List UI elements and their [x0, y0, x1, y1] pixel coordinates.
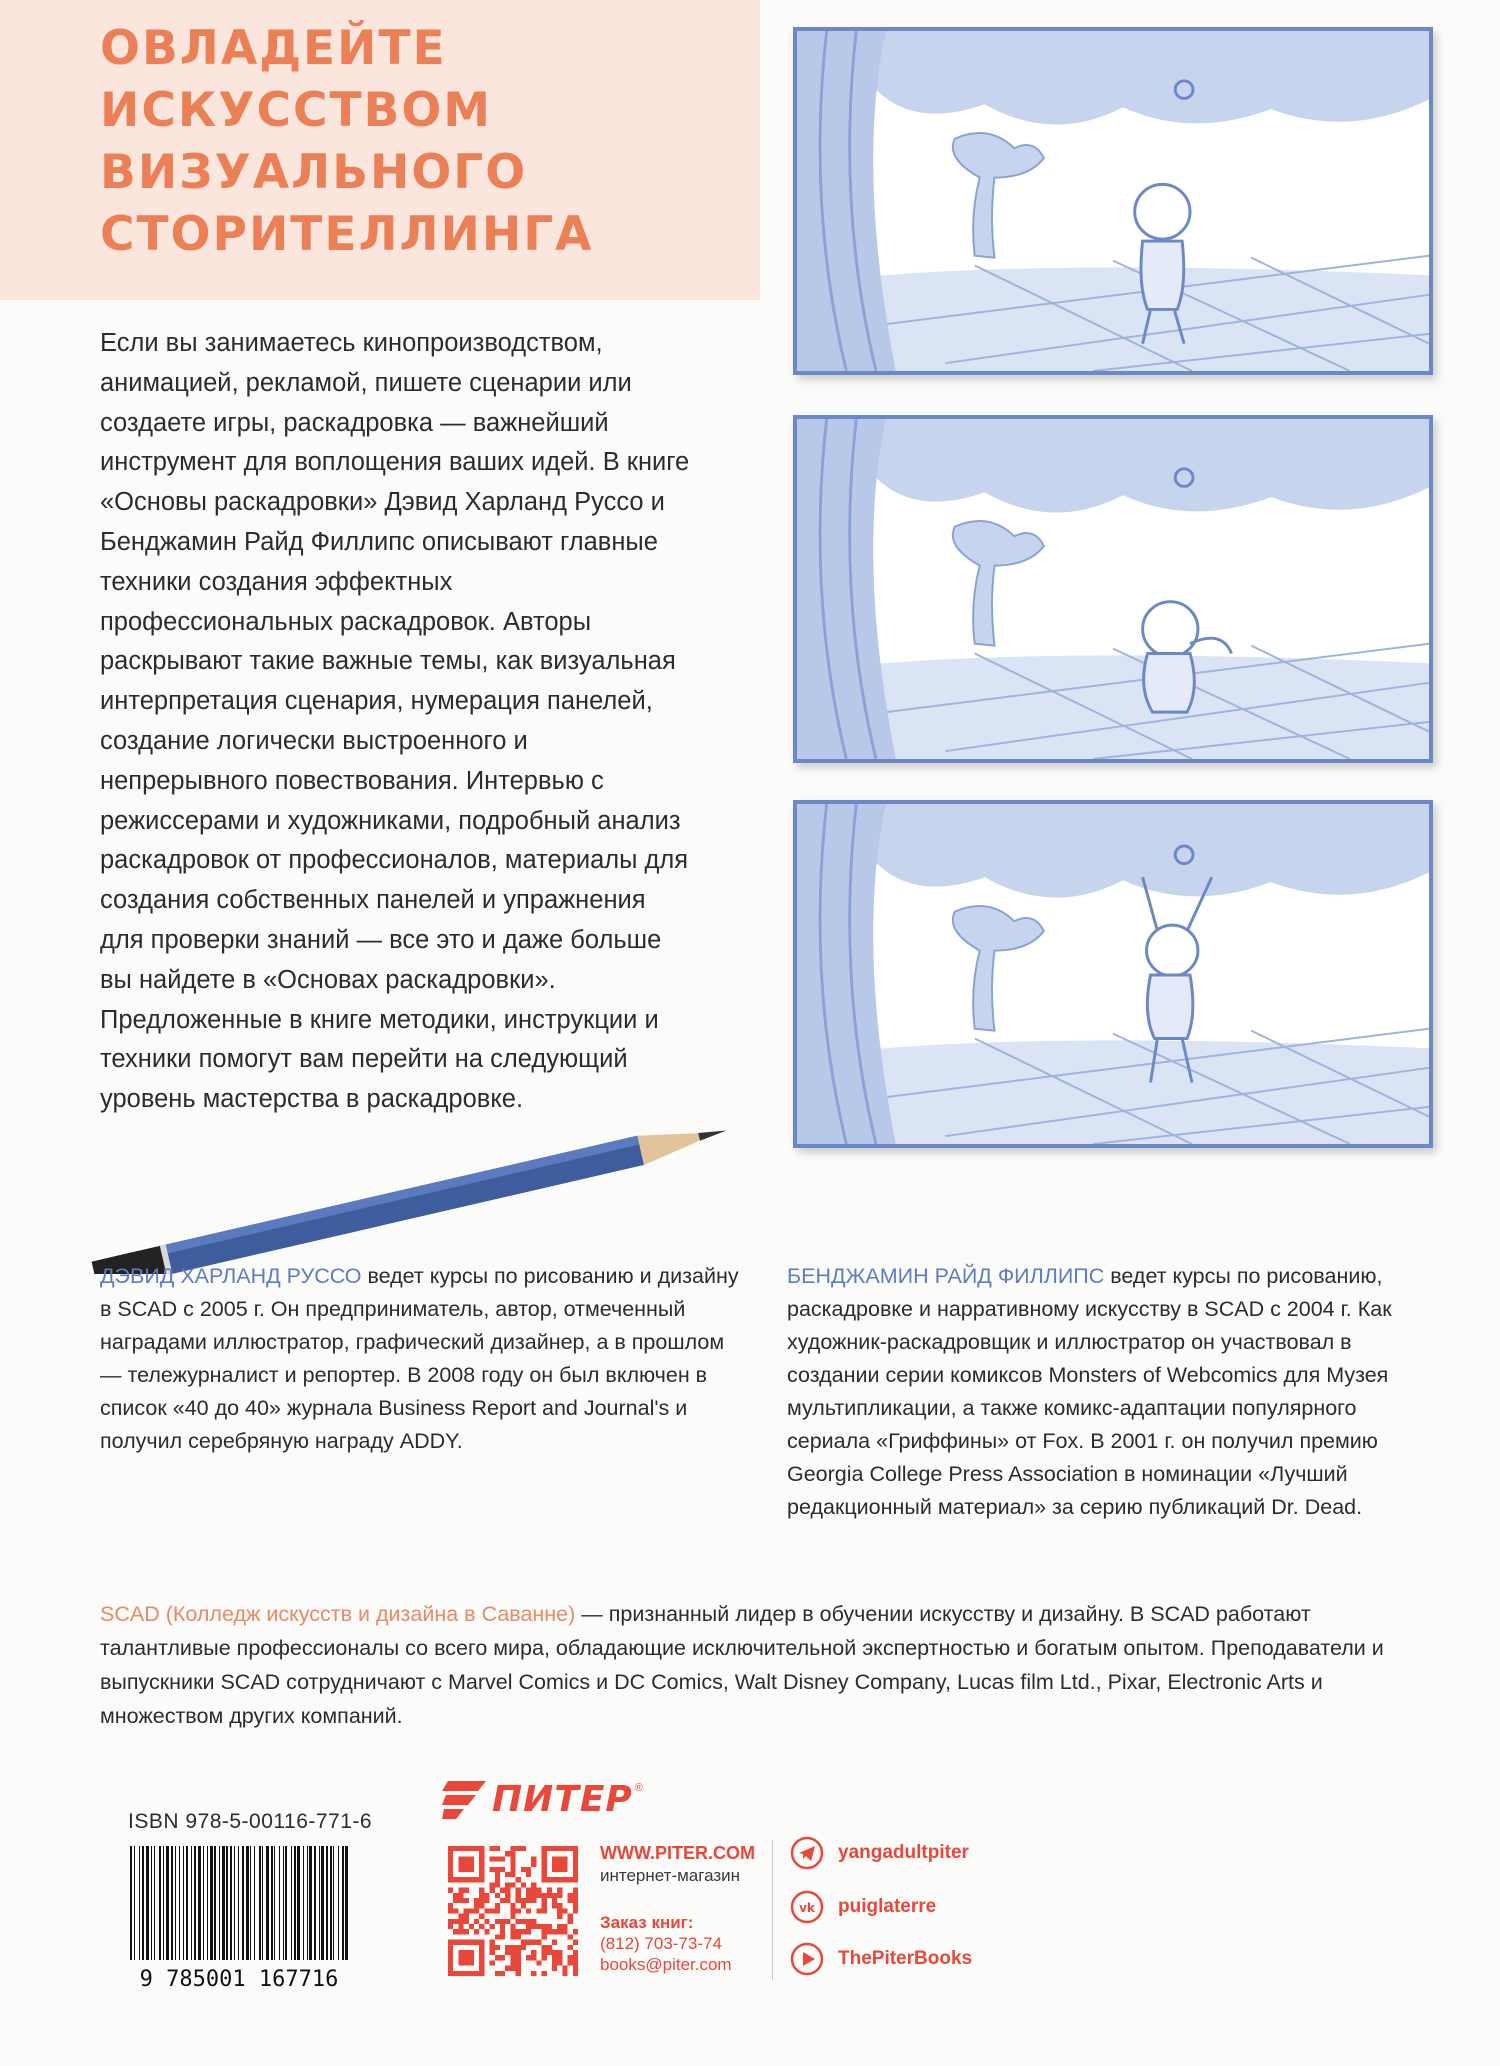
- intro-paragraph: Если вы занимаетесь кинопроизводством, анимацией, рекламой, пишете сценарии или создаете игры, раскадровка — важнейший инструмент для воплощения ваших идей. В книге «Основы раскадровки» Дэвид Харланд Руссо и Бенджамин Райд Филлипс описывают главные техники создания эффектных профессиональных раскадровок. Авторы раскрывают такие важные темы, как визуальная интерпретация сценария, нумерация панелей, создание логически выстроенного и непрерывного повествования. Интервью с режиссерами и художниками, подробный анализ раскадровок от профессионалов, материалы для создания собственных панелей и упражнения для проверки знаний — все это и даже больше вы найдете в «Основах раскадровки». Предложенные в книге методики, инструкции и техники помогут вам перейти на следующий уровень мастерства в раскадровке.: [100, 329, 690, 1114]
- social-handle: puiglaterre: [838, 1896, 937, 1917]
- author-bio-text: ведет курсы по рисованию и дизайну в SCAD с 2005 г. Он предприниматель, автор, отмеченный наградами иллюстратор, графический дизайнер, а в прошлом — тележурналист и репортер. В 2008 году он был включен в список «40 до 40» журнала Business Report and Journal's и получил серебряную награду ADDY.: [100, 1264, 739, 1453]
- headline-line: СТОРИТЕЛЛИНГА: [100, 207, 594, 262]
- order-title: Заказ книг:: [600, 1913, 694, 1932]
- scad-text: — признанный лидер в обучении искусству и дизайну. В SCAD работают талантливые профессионалы со всего мира, обладающие исключительной экспертностью и богатым опытом. Преподаватели и выпускники SCAD сотрудничают с Marvel Comics и DC Comics, Walt Disney Company, Lucas film Ltd., Pixar, Electronic Arts и множеством других компаний.: [100, 1602, 1384, 1728]
- author-name: БЕНДЖАМИН РАЙД ФИЛЛИПС: [787, 1264, 1105, 1288]
- storyboard-panel-3: [793, 800, 1433, 1148]
- barcode-digits: 9 785001 167716: [139, 1967, 339, 1992]
- storyboard-illustration: [797, 31, 1429, 371]
- storyboard-panel-1: [793, 27, 1433, 375]
- storyboard-illustration: [797, 804, 1429, 1144]
- vk-icon: [790, 1890, 824, 1924]
- isbn: ISBN 978-5-00116-771-6: [128, 1810, 373, 1833]
- social-handle: ThePiterBooks: [838, 1948, 973, 1969]
- registered-mark: ®: [634, 1782, 643, 1794]
- piter-logo-icon: [442, 1777, 488, 1821]
- youtube-icon: [790, 1942, 824, 1976]
- order-info: [600, 1912, 732, 1975]
- qr-code[interactable]: [448, 1846, 578, 1976]
- telegram-icon: [790, 1836, 824, 1870]
- storyboard-illustration: [797, 419, 1429, 759]
- online-shop: [600, 1843, 755, 1886]
- pencil-illustration: [66, 1124, 776, 1274]
- bio-russo: [100, 1260, 740, 1458]
- website-caption: интернет-магазин: [600, 1866, 741, 1885]
- social-handle: yangadultpiter: [838, 1842, 969, 1863]
- barcode: [124, 1844, 354, 1992]
- storyboard-panel-2: [793, 415, 1433, 763]
- social-vk[interactable]: [790, 1890, 936, 1924]
- order-phone[interactable]: (812) 703-73-74: [600, 1934, 722, 1953]
- social-youtube[interactable]: [790, 1942, 972, 1976]
- publisher-logo: [442, 1776, 643, 1822]
- website-link[interactable]: WWW.PITER.COM: [600, 1843, 755, 1863]
- divider: [772, 1840, 773, 1980]
- publisher-logo-text: ПИТЕР: [492, 1778, 633, 1820]
- author-name: ДЭВИД ХАРЛАНД РУССО: [100, 1264, 362, 1288]
- order-email[interactable]: books@piter.com: [600, 1955, 732, 1974]
- scad-paragraph: [100, 1597, 1440, 1733]
- headline: [100, 18, 740, 266]
- headline-line: ОВЛАДЕЙТЕ: [100, 21, 447, 76]
- scad-name: SCAD (Колледж искусств и дизайна в Саванне): [100, 1602, 576, 1626]
- bio-phillips: [787, 1260, 1437, 1524]
- svg-text:vk: vk: [799, 1901, 815, 1915]
- headline-line: ВИЗУАЛЬНОГО: [100, 145, 528, 200]
- headline-line: ИСКУССТВОМ: [100, 83, 493, 138]
- social-telegram[interactable]: [790, 1836, 969, 1870]
- author-bio-text: ведет курсы по рисованию, раскадровке и нарративному искусству в SCAD с 2004 г. Как художник-раскадровщик и иллюстратор он участвовал в создании серии комиксов Monsters of Webcomics для Музея мультипликации, а также комикс-адаптации популярного сериала «Гриффины» от Fox. В 2001 г. он получил премию Georgia College Press Association в номинации «Лучший редакционный материал» за серию публикаций Dr. Dead.: [787, 1264, 1392, 1519]
